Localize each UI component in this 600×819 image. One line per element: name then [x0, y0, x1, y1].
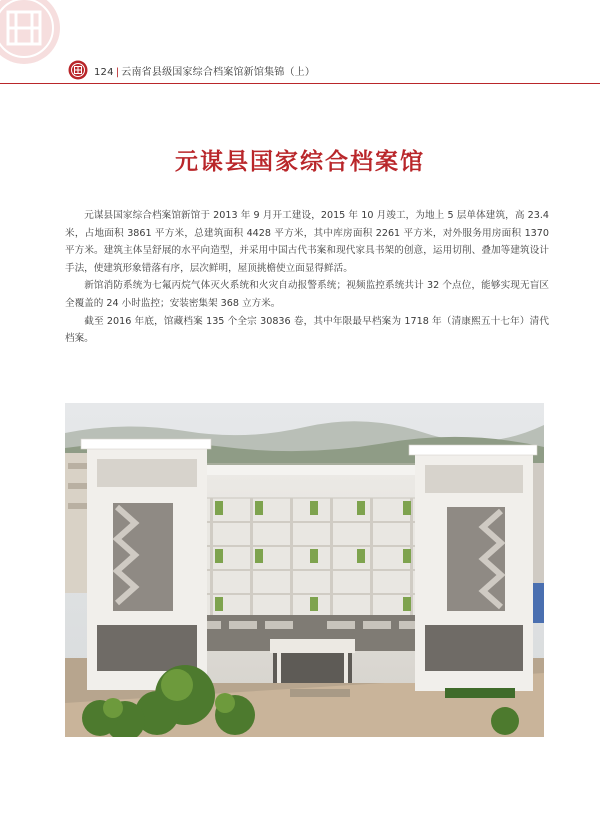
page-number: 124	[94, 67, 114, 78]
paragraph: 截至 2016 年底，馆藏档案 135 个全宗 30836 卷，其中年限最早档案为 1718 年（清康熙五十七年）清代档案。	[65, 315, 549, 345]
header-seal-icon	[68, 60, 88, 80]
running-header: 124 | 云南省县级国家综合档案馆新馆集锦（上）	[94, 67, 316, 78]
corner-seal-logo	[0, 0, 62, 66]
article-body	[65, 207, 549, 348]
paragraph: 新馆消防系统为七氟丙烷气体灭火系统和火灾自动报警系统；视频监控系统共计 32 个点位，能够实现无盲区全覆盖的 24 小时监控；安装密集架 368 立方米。	[65, 280, 549, 309]
paragraph: 元谋县国家综合档案馆新馆于 2013 年 9 月开工建设，2015 年 10 月竣工，为地上 5 层单体建筑，高 23.4 米，占地面积 3861 平方米，总建筑面积 4428 平方米，其中库房面积 2261 平方米，对外服务用房面积 1370 平方米。建筑主体呈舒展的水平向造型，并采用中国古代书案和现代家具书架的创意，运用切削、叠加等建筑设计手法，使建筑形象错落有序，层次鲜明，屋顶挑檐使立面显得鲜活。	[65, 210, 549, 274]
book-title: 云南省县级国家综合档案馆新馆集锦（上）	[121, 67, 316, 78]
header-divider	[0, 83, 600, 84]
building-photo	[65, 403, 544, 737]
article-title: 元谋县国家综合档案馆	[175, 148, 425, 175]
